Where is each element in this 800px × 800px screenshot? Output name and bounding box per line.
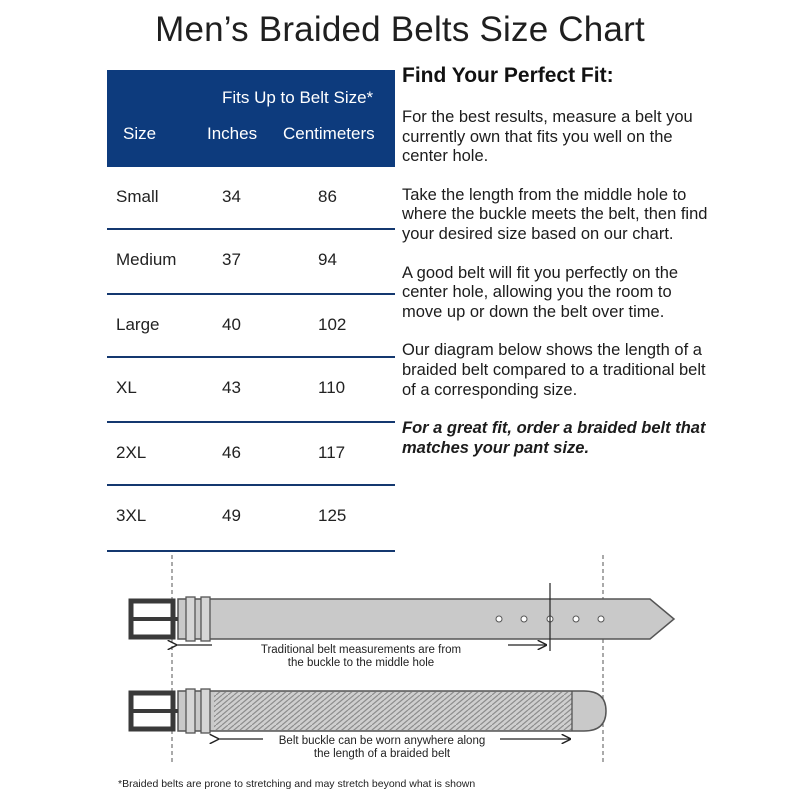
inches-cell: 43 <box>222 378 241 397</box>
size-cell: Large <box>116 315 160 334</box>
fit-paragraph-measure: For the best results, measure a belt you currently own that fits you well on the center hole. <box>402 108 693 166</box>
size-table <box>107 70 395 552</box>
fit-paragraph-center-hole: A good belt will fit you perfectly on the center hole, allowing you the room to move up or down the belt over time. <box>402 263 679 321</box>
belt-keeper <box>201 689 210 733</box>
cm-cell: 86 <box>318 187 337 206</box>
size-cell: 2XL <box>116 443 147 462</box>
cm-cell: 117 <box>318 443 346 462</box>
belt-diagram <box>0 555 800 775</box>
belt-keeper <box>186 597 195 641</box>
size-cell: XL <box>116 378 137 397</box>
cm-cell: 125 <box>318 506 347 525</box>
size-cell: 3XL <box>116 506 147 525</box>
braided-weave <box>214 692 572 730</box>
table-row <box>107 295 395 358</box>
table-row <box>107 358 395 423</box>
table-row <box>107 230 395 295</box>
page-title: Men’s Braided Belts Size Chart <box>155 10 645 49</box>
size-cell: Medium <box>116 250 177 269</box>
inches-cell: 37 <box>222 250 241 269</box>
traditional-caption-2: the buckle to the middle hole <box>287 657 435 669</box>
fit-guide <box>402 64 712 477</box>
inches-cell: 49 <box>222 506 241 525</box>
belt-keeper <box>201 597 210 641</box>
fit-paragraph-length: Take the length from the middle hole to where the buckle meets the belt, then find your desired size based on our chart. <box>402 185 708 243</box>
footnote: *Braided belts are prone to stretching and may stretch beyond what is shown <box>118 778 476 790</box>
braided-caption-1: Belt buckle can be worn anywhere along <box>278 735 486 747</box>
belt-hole <box>496 616 502 622</box>
cm-cell: 94 <box>318 250 337 269</box>
braided-belt <box>131 689 606 733</box>
fit-emphasis: For a great fit, order a braided belt that matches your pant size. <box>402 419 706 457</box>
table-row <box>107 167 395 230</box>
inches-cell: 46 <box>222 443 241 462</box>
cm-cell: 102 <box>318 315 347 334</box>
centimeters-column-header: Centimeters <box>283 124 375 143</box>
table-row <box>107 423 395 486</box>
fit-heading: Find Your Perfect Fit: <box>402 64 614 87</box>
fits-up-to-header: Fits Up to Belt Size* <box>222 88 374 107</box>
table-header <box>107 70 395 167</box>
traditional-belt <box>131 583 674 651</box>
inches-cell: 34 <box>222 187 241 206</box>
belt-hole <box>598 616 604 622</box>
belt-hole <box>573 616 579 622</box>
size-column-header: Size <box>123 124 157 143</box>
belt-hole <box>521 616 527 622</box>
table-row <box>107 486 395 552</box>
fit-paragraph-diagram: Our diagram below shows the length of a braided belt compared to a traditional belt of a corresponding size. <box>402 341 706 399</box>
size-cell: Small <box>116 187 159 206</box>
inches-cell: 40 <box>222 315 241 334</box>
belt-keeper <box>186 689 195 733</box>
cm-cell: 110 <box>318 378 346 397</box>
inches-column-header: Inches <box>207 124 258 143</box>
braided-caption-2: the length of a braided belt <box>313 748 451 760</box>
traditional-caption-1: Traditional belt measurements are from <box>260 644 462 656</box>
